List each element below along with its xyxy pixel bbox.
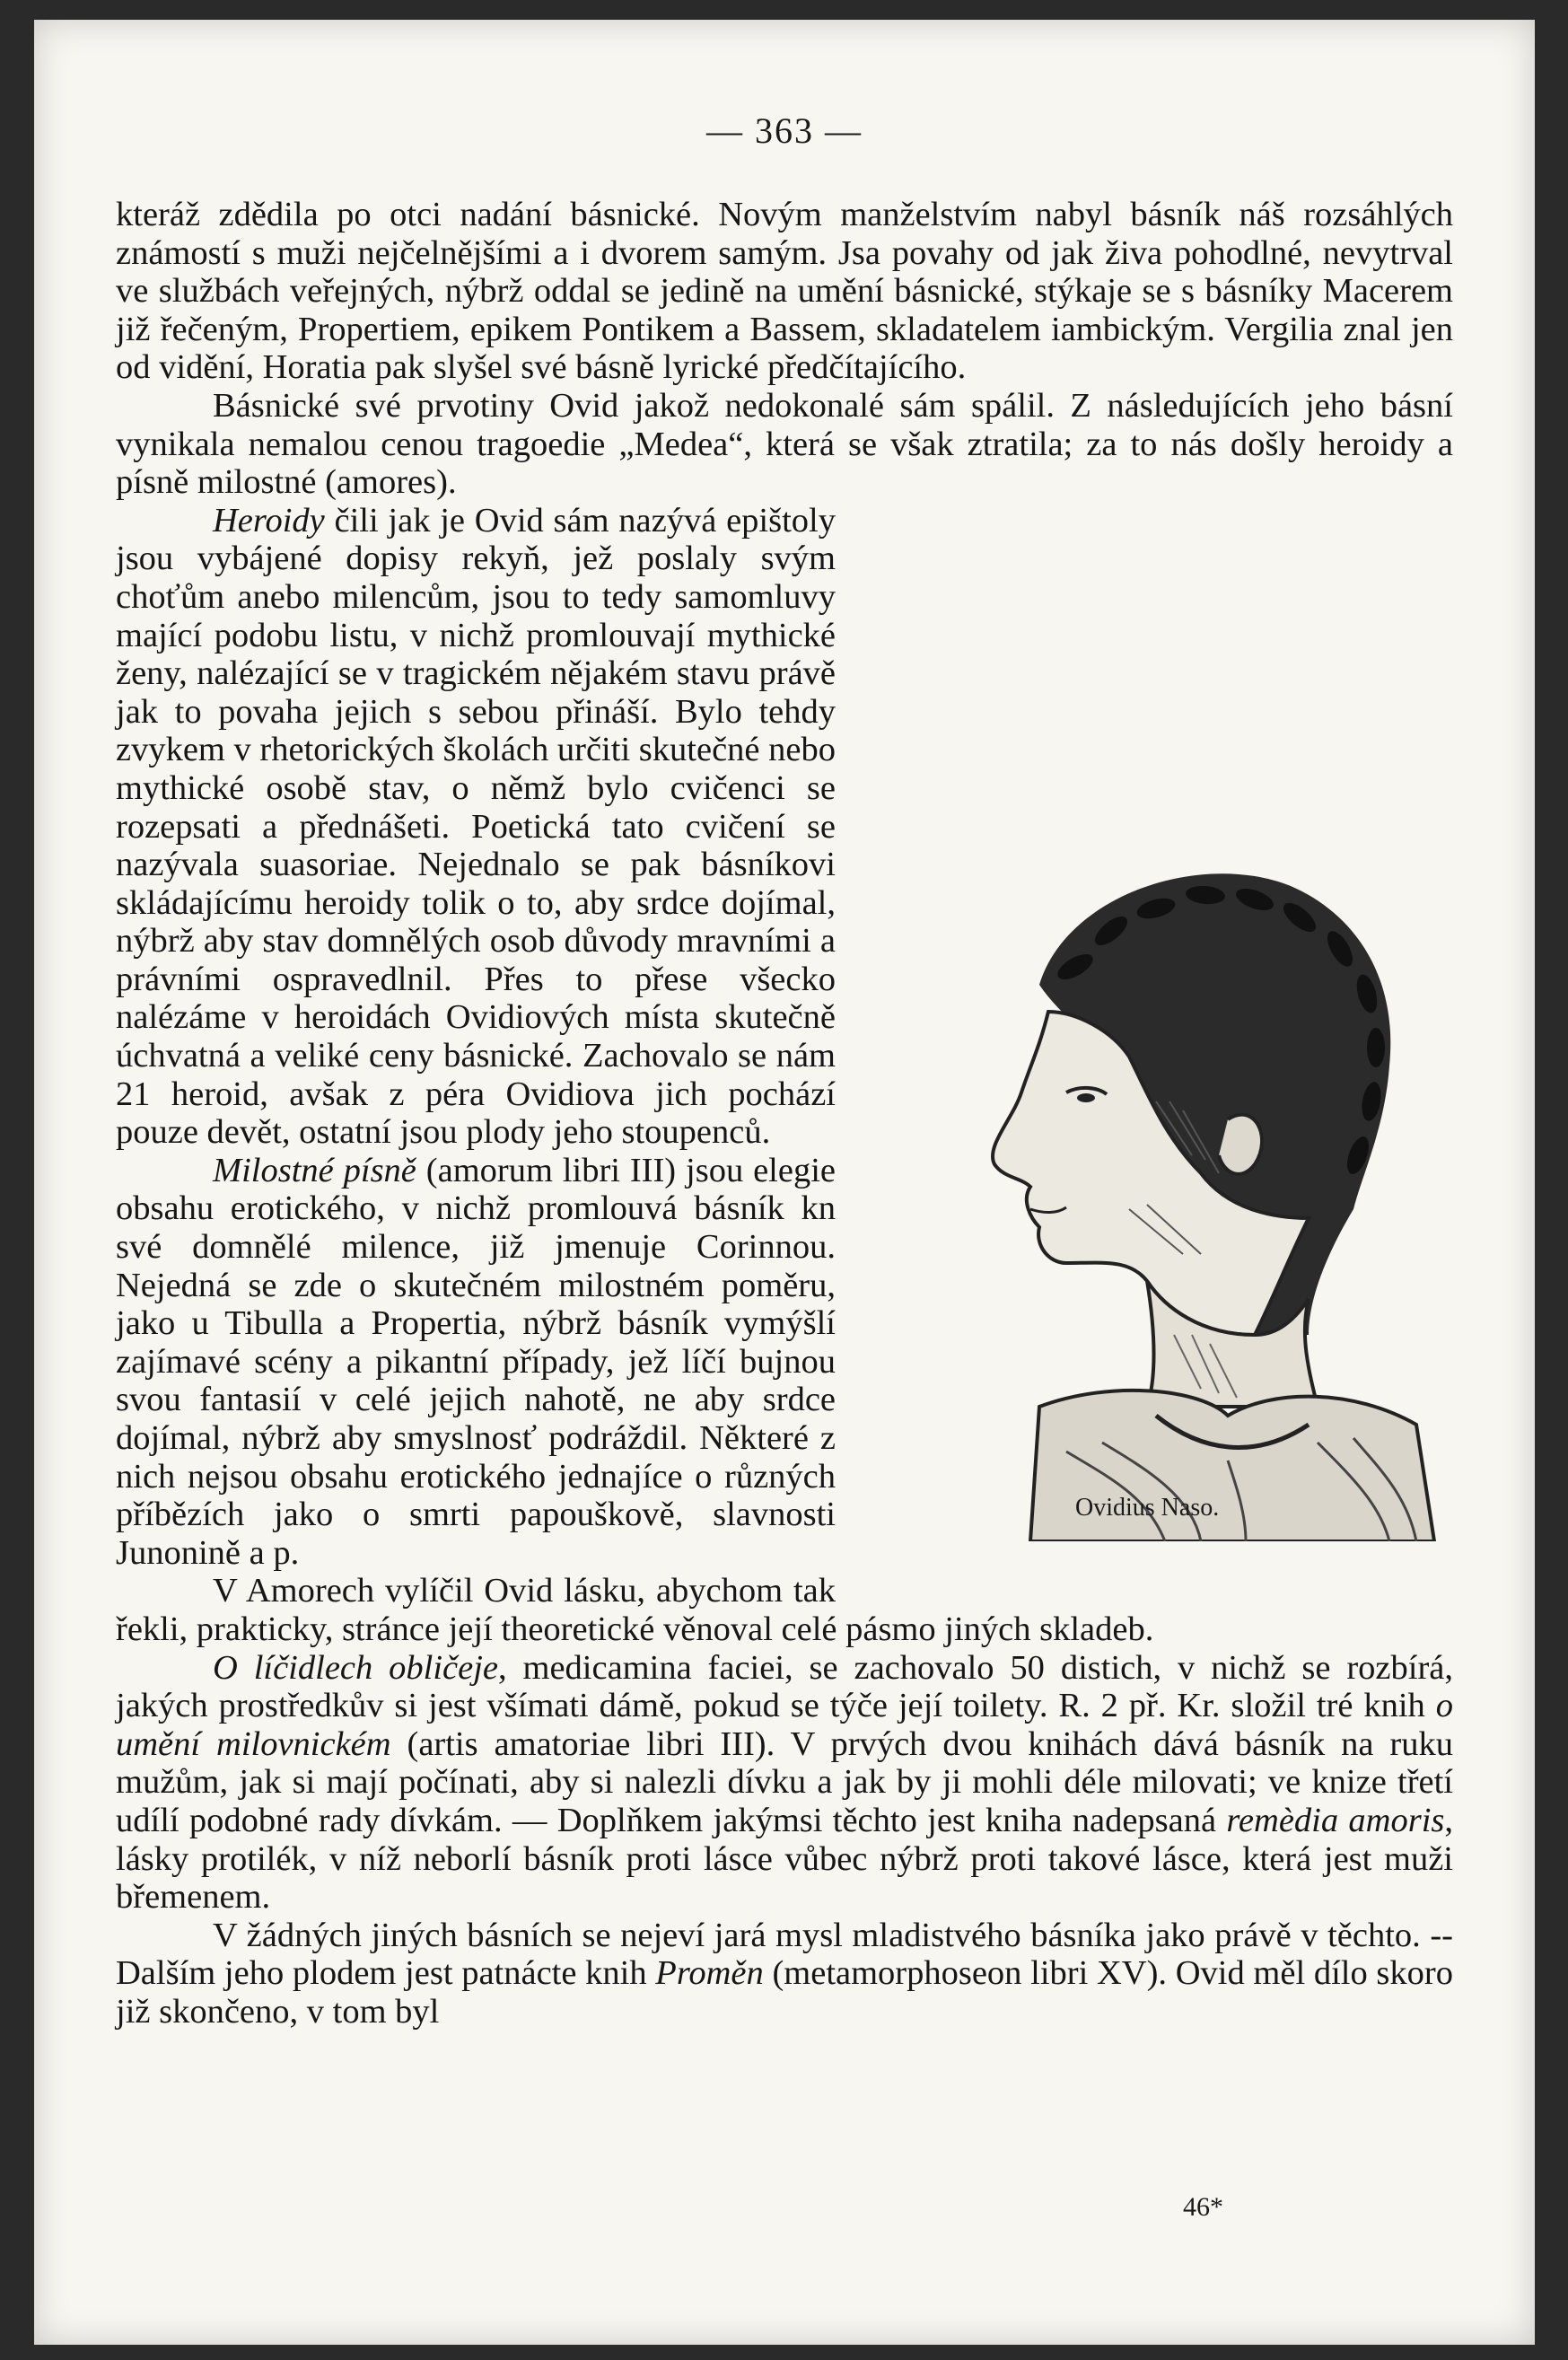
paragraph — [116, 387, 1453, 502]
text-run: Básnické své prvotiny Ovid jakož nedokonalé sám spálil. Z následujících jeho básní vynikala nemalou cenou tragoedie „Medea“, která se však ztratila; za to nás došly heroidy a písně milostné (amores). — [116, 386, 1453, 502]
paragraph — [116, 196, 1453, 387]
text-run: , medicamina faciei, se zachovalo 50 distich, v nichž se rozbírá, jakých prostředkův si jest všímati dámě, pokud se týče její toilety. R. 2 př. Kr. složil tré knih — [116, 1648, 1453, 1725]
book-page — [34, 20, 1535, 2345]
page-number: — 363 — — [706, 110, 863, 151]
paragraph — [116, 1649, 1453, 1917]
italic-title: Heroidy — [213, 501, 325, 540]
text-run: čili jak je Ovid sám nazývá epištoly jsou vybájené dopisy rekyň, jež poslaly svým choťům anebo milencům, jsou to tedy samomluvy mající podobu listu, v nichž promlouvají mythické ženy, nalézající se v tragickém nějakém stavu právě jak to povaha jejich s sebou přináší. Bylo tehdy zvykem v rhetorických školách určiti skutečné nebo mythické osobě stav, o němž bylo cvičenci se rozepsati a přednášeti. Poetická tato cvičení se nazývala suasoriae. Nejednalo se pak básníkovi skládajícímu heroidy tolik o to, aby srdce dojímal, nýbrž aby stav domnělých osob důvody mravními a právními ospravedlnil. Přes to přese všecko nalézáme v heroidách Ovidiových místa skutečně úchvatná a veliké ceny básnické. Zachovalo se nám 21 heroid, avšak z péra Ovidiova jich pochází pouze devět, ostatní jsou plody jeho stoupenců. — [116, 501, 836, 1152]
text-run: V Amorech vylíčil Ovid lásku, abychom tak řekli, prakticky, stránce její theoretické věnoval celé pásmo jiných skladeb. — [116, 1572, 1154, 1648]
printer-signature: 46* — [1183, 2192, 1223, 2222]
text-run: , lásky protilék, v níž neborlí básník proti lásce vůbec nýbrž proti takové lásce, která jest muži břemenem. — [116, 1801, 1453, 1917]
text-run: kteráž zdědila po otci nadání básnické. Novým manželstvím nabyl básník náš rozsáhlých známostí s muži nejčelnějšími a i dvorem samým. Jsa povahy od jak živa pohodlné, nevytrval ve službách veřejných, nýbrž oddal se jedině na umění básnické, stýkaje se s básníky Macerem již řečeným, Propertiem, epikem Pontikem a Bassem, skladatelem iambickým. Vergilia znal jen od vidění, Horatia pak slyšel své básně lyrické předčítajícího. — [116, 196, 1453, 387]
italic-title: o umění milovnickém — [116, 1687, 1453, 1763]
text-run: (metamorphoseon libri XV). Ovid měl dílo skoro již skončeno, v tom byl — [116, 1954, 1453, 2031]
text-run: (artis amatoriae libri III). V prvých dvou knihách dává básník na ruku mužům, jak si mají počínati, aby si nalezli dívku a jak by ji mohli déle milovati; ve knize třetí udílí podobné rady dívkám. — Doplňkem jakýmsi těchto jest kniha nadepsaná — [116, 1724, 1454, 1839]
italic-title: Milostné písně — [213, 1151, 416, 1189]
text-run: V žádných jiných básních se nejeví jará mysl mladistvého básníka jako právě v těchto. -- Dalším jeho plodem jest patnácte knih — [116, 1916, 1453, 1993]
text-run: (amorum libri III) jsou elegie obsahu erotického, v nichž promlouvá básník kn své domnělé milence, již jmenuje Corinnou. Nejedná se zde o skutečném milostném poměru, jako u Tibulla a Propertia, nýbrž básník vymýšlí zajímavé scény a pikantní případy, jež líčí bujnou svou fantasií v celé jejich nahotě, ne aby srdce dojímal, nýbrž aby smyslnosť podráždil. Některé z nich nejsou obsahu erotického jednajíce o různých příbězích jako o smrti papouškově, slavnosti Junonině a p. — [116, 1151, 836, 1572]
paragraph — [116, 1917, 1453, 2031]
italic-title: remèdia amoris — [1226, 1801, 1445, 1839]
laurel-crowned-portrait-icon — [932, 832, 1452, 1541]
italic-title: O líčidlech obličeje — [213, 1648, 498, 1687]
italic-title: Proměn — [655, 1954, 764, 1993]
figure-caption: Ovidius Naso. — [1075, 1494, 1220, 1522]
